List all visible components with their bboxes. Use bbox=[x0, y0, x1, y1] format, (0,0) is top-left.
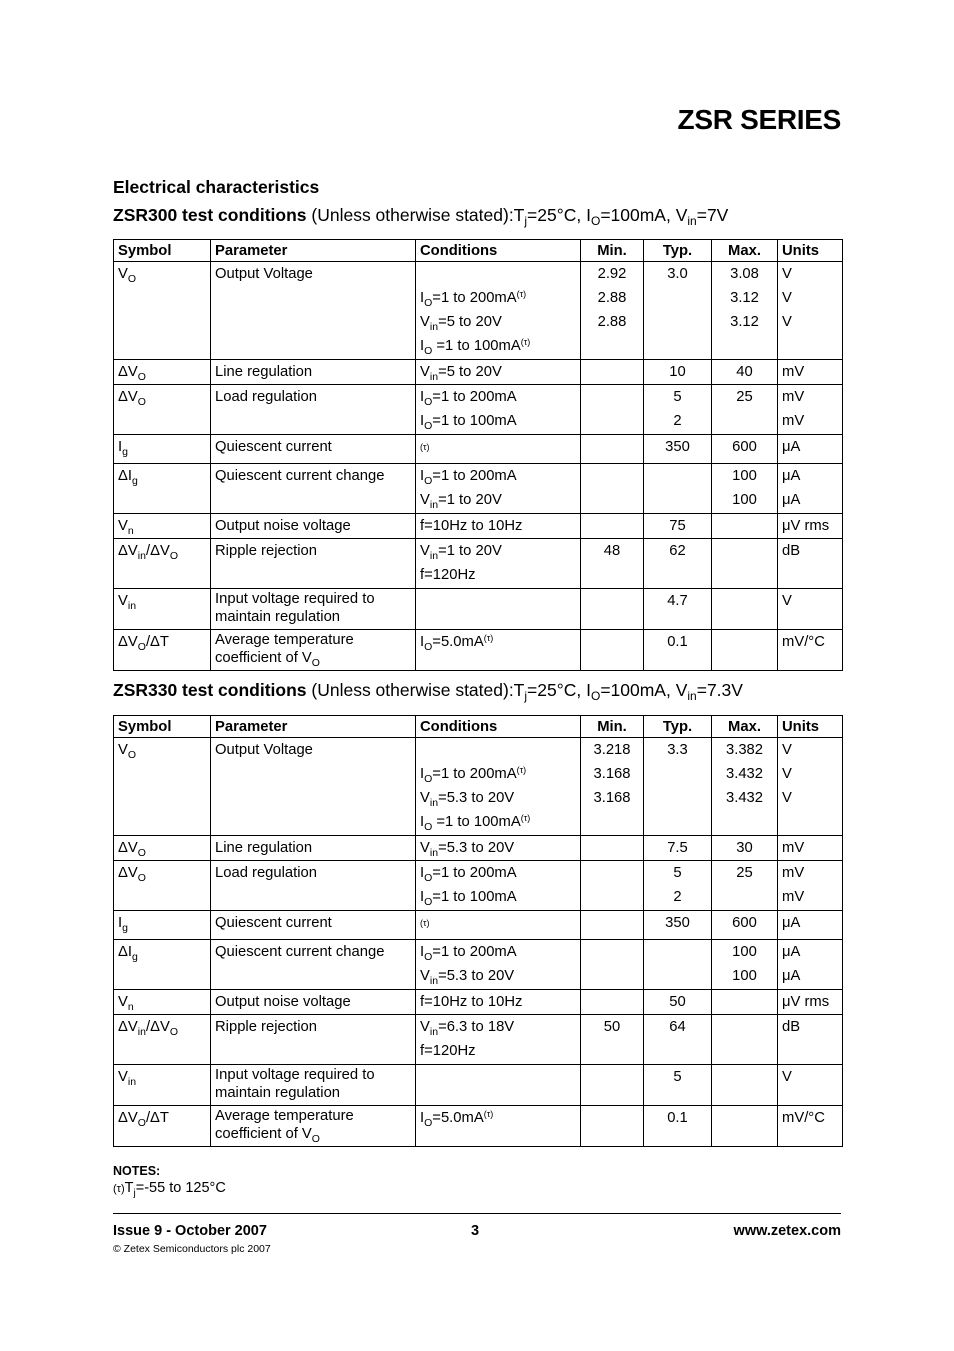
cell-parameter: Average temperature coefficient of $V_O$ bbox=[211, 1106, 416, 1147]
cell-symbol: $\Delta V_{in}/\Delta V_O$ bbox=[114, 539, 211, 589]
cond-sub: j bbox=[524, 689, 528, 703]
zsr330-spec-table bbox=[113, 715, 843, 1147]
notes-text bbox=[113, 1180, 226, 1199]
cell-conditions: $V_{in}=1$ to 20V f=120Hz bbox=[416, 539, 581, 589]
cell-symbol: $V_{in}$ bbox=[114, 1065, 211, 1106]
cell-units: V bbox=[778, 1065, 843, 1106]
zsr330-conditions-heading bbox=[113, 680, 743, 701]
cell-units: mV mV bbox=[778, 385, 843, 435]
cell-max bbox=[712, 990, 778, 1015]
cond-sub: j bbox=[524, 214, 528, 228]
tau-mark: (τ) bbox=[113, 1183, 125, 1195]
cell-symbol: $\Delta I_g$ bbox=[114, 464, 211, 514]
cond-sub: in bbox=[687, 689, 697, 703]
cond-text: =7V bbox=[696, 205, 729, 225]
cell-max: 30 bbox=[712, 836, 778, 861]
cell-max: 25 bbox=[712, 385, 778, 435]
cell-typ: 350 bbox=[644, 435, 712, 464]
table-row bbox=[114, 1015, 843, 1065]
cell-units: mV bbox=[778, 836, 843, 861]
footer-website-link[interactable]: www.zetex.com bbox=[733, 1223, 841, 1239]
cell-typ: 0.1 bbox=[644, 1106, 712, 1147]
footer-issue: Issue 9 - October 2007 bbox=[113, 1223, 267, 1239]
table-header-row bbox=[114, 240, 843, 262]
table-row bbox=[114, 738, 843, 836]
cell-max: 25 bbox=[712, 861, 778, 911]
cell-symbol: $\Delta V_O$ bbox=[114, 385, 211, 435]
cell-typ bbox=[644, 464, 712, 514]
cell-max: 600 bbox=[712, 435, 778, 464]
cell-max: 3.08 3.12 3.12 bbox=[712, 262, 778, 360]
notes-sub: j bbox=[133, 1188, 136, 1199]
section-heading: Electrical characteristics bbox=[113, 177, 320, 197]
cell-max: 40 bbox=[712, 360, 778, 385]
table-row bbox=[114, 435, 843, 464]
cell-max bbox=[712, 589, 778, 630]
header-max: Max. bbox=[712, 240, 778, 262]
table-row bbox=[114, 385, 843, 435]
cell-min bbox=[581, 861, 644, 911]
header-max: Max. bbox=[712, 716, 778, 738]
table-header-row bbox=[114, 716, 843, 738]
cell-conditions: $I_O=1$ to 200mA $I_O=1$ to 100mA bbox=[416, 385, 581, 435]
cell-conditions: f=10Hz to 10Hz bbox=[416, 514, 581, 539]
cell-conditions: $V_{in}=5$ to 20V bbox=[416, 360, 581, 385]
cell-conditions: (τ) bbox=[416, 435, 581, 464]
cell-conditions: $I_O=1$ to 200mA $V_{in}=1$ to 20V bbox=[416, 464, 581, 514]
cell-conditions: $I_O=1$ to 200mA $I_O=1$ to 100mA bbox=[416, 861, 581, 911]
cell-typ: 3.3 bbox=[644, 738, 712, 836]
cell-max bbox=[712, 514, 778, 539]
header-min: Min. bbox=[581, 240, 644, 262]
cell-symbol: $\Delta I_g$ bbox=[114, 940, 211, 990]
cell-parameter: Output noise voltage bbox=[211, 990, 416, 1015]
cell-typ: 50 bbox=[644, 990, 712, 1015]
cell-symbol: $\Delta V_{in}/\Delta V_O$ bbox=[114, 1015, 211, 1065]
cell-typ: 10 bbox=[644, 360, 712, 385]
cell-max bbox=[712, 1106, 778, 1147]
cond-text: =25°C, I bbox=[527, 205, 591, 225]
notes-range: =-55 to 125°C bbox=[135, 1180, 226, 1196]
cell-typ: 3.0 bbox=[644, 262, 712, 360]
cell-min: 48 bbox=[581, 539, 644, 589]
cell-conditions: $I_O=5.0mA^{(\tau)}$ bbox=[416, 630, 581, 671]
cond-text: (Unless otherwise stated):T bbox=[306, 680, 525, 700]
table-row bbox=[114, 464, 843, 514]
cell-parameter: Input voltage required to maintain regulation bbox=[211, 1065, 416, 1106]
notes-title: NOTES: bbox=[113, 1164, 161, 1178]
cell-min bbox=[581, 911, 644, 940]
cell-max: 100 100 bbox=[712, 940, 778, 990]
cell-units: mV/°C bbox=[778, 630, 843, 671]
cell-min bbox=[581, 1065, 644, 1106]
header-parameter: Parameter bbox=[211, 716, 416, 738]
header-typ: Typ. bbox=[644, 240, 712, 262]
cell-max bbox=[712, 539, 778, 589]
cell-symbol: $V_n$ bbox=[114, 514, 211, 539]
table-row bbox=[114, 589, 843, 630]
cell-max: 100 100 bbox=[712, 464, 778, 514]
cell-typ: 0.1 bbox=[644, 630, 712, 671]
cell-symbol: $\Delta V_O$ bbox=[114, 861, 211, 911]
cell-conditions: (τ) bbox=[416, 911, 581, 940]
cell-symbol: $\Delta V_O/\Delta T$ bbox=[114, 630, 211, 671]
zsr300-heading-bold: ZSR300 test conditions bbox=[113, 205, 307, 225]
cell-conditions: $I_O=1$ to $200mA^{(\tau)}$ $V_{in}=5.3$ to 20V $I_O =1$ to $100mA^{(\tau)}$ bbox=[416, 738, 581, 836]
cell-min bbox=[581, 514, 644, 539]
table-row bbox=[114, 990, 843, 1015]
cell-parameter: Output Voltage bbox=[211, 738, 416, 836]
cell-typ: 5 bbox=[644, 1065, 712, 1106]
cell-symbol: $I_g$ bbox=[114, 911, 211, 940]
cell-max bbox=[712, 630, 778, 671]
cell-units: μA μA bbox=[778, 940, 843, 990]
cond-text: =100mA, V bbox=[600, 205, 688, 225]
cell-symbol: $V_{in}$ bbox=[114, 589, 211, 630]
cell-symbol: $I_g$ bbox=[114, 435, 211, 464]
cell-units: V V V bbox=[778, 262, 843, 360]
cell-parameter: Ripple rejection bbox=[211, 539, 416, 589]
cond-sub: in bbox=[687, 214, 697, 228]
cell-symbol: $V_O$ bbox=[114, 738, 211, 836]
cell-parameter: Input voltage required to maintain regulation bbox=[211, 589, 416, 630]
table-row bbox=[114, 514, 843, 539]
cell-min bbox=[581, 385, 644, 435]
cell-parameter: Line regulation bbox=[211, 836, 416, 861]
zsr300-spec-table bbox=[113, 239, 843, 671]
zsr330-heading-bold: ZSR330 test conditions bbox=[113, 680, 307, 700]
cell-conditions: $I_O=1$ to 200mA $V_{in}=5.3$ to 20V bbox=[416, 940, 581, 990]
cell-typ: 5 2 bbox=[644, 385, 712, 435]
table-row bbox=[114, 836, 843, 861]
cond-text: =25°C, I bbox=[527, 680, 591, 700]
header-units: Units bbox=[778, 240, 843, 262]
table-row bbox=[114, 911, 843, 940]
cell-typ: 7.5 bbox=[644, 836, 712, 861]
cell-max bbox=[712, 1065, 778, 1106]
cell-conditions: $I_O=5.0mA^{(\tau)}$ bbox=[416, 1106, 581, 1147]
header-units: Units bbox=[778, 716, 843, 738]
cell-parameter: Load regulation bbox=[211, 385, 416, 435]
cell-min bbox=[581, 360, 644, 385]
cell-units: μV rms bbox=[778, 514, 843, 539]
cell-min bbox=[581, 464, 644, 514]
table-row bbox=[114, 630, 843, 671]
cell-parameter: Quiescent current bbox=[211, 911, 416, 940]
cell-min bbox=[581, 435, 644, 464]
table-row bbox=[114, 1106, 843, 1147]
header-min: Min. bbox=[581, 716, 644, 738]
header-typ: Typ. bbox=[644, 716, 712, 738]
cell-min: 2.92 2.88 2.88 bbox=[581, 262, 644, 360]
header-symbol: Symbol bbox=[114, 716, 211, 738]
cell-max: 600 bbox=[712, 911, 778, 940]
cond-sub: O bbox=[590, 689, 601, 703]
cell-typ: 5 2 bbox=[644, 861, 712, 911]
cell-conditions: $V_{in}=5.3$ to 20V bbox=[416, 836, 581, 861]
cell-typ: 62 bbox=[644, 539, 712, 589]
cell-units: dB bbox=[778, 539, 843, 589]
cond-text: =100mA, V bbox=[600, 680, 688, 700]
table-row bbox=[114, 940, 843, 990]
cell-parameter: Output Voltage bbox=[211, 262, 416, 360]
cell-min bbox=[581, 589, 644, 630]
header-conditions: Conditions bbox=[416, 716, 581, 738]
cell-parameter: Average temperature coefficient of $V_O$ bbox=[211, 630, 416, 671]
table-row bbox=[114, 262, 843, 360]
table-row bbox=[114, 539, 843, 589]
cell-parameter: Ripple rejection bbox=[211, 1015, 416, 1065]
cell-units: μA bbox=[778, 435, 843, 464]
cell-conditions bbox=[416, 589, 581, 630]
header-conditions: Conditions bbox=[416, 240, 581, 262]
cell-units: V V V bbox=[778, 738, 843, 836]
cond-text: =7.3V bbox=[696, 680, 743, 700]
header-symbol: Symbol bbox=[114, 240, 211, 262]
cell-typ: 75 bbox=[644, 514, 712, 539]
cell-parameter: Quiescent current change bbox=[211, 940, 416, 990]
header-parameter: Parameter bbox=[211, 240, 416, 262]
cell-parameter: Load regulation bbox=[211, 861, 416, 911]
cell-parameter: Quiescent current bbox=[211, 435, 416, 464]
cell-conditions bbox=[416, 1065, 581, 1106]
cell-parameter: Quiescent current change bbox=[211, 464, 416, 514]
cell-min bbox=[581, 630, 644, 671]
cell-units: dB bbox=[778, 1015, 843, 1065]
zsr300-conditions-heading bbox=[113, 205, 728, 226]
cell-max bbox=[712, 1015, 778, 1065]
page-title: ZSR SERIES bbox=[677, 104, 841, 135]
cell-conditions: $I_O=1$ to $200mA^{(\tau)}$ $V_{in}=5$ to 20V $I_O =1$ to $100mA^{(\tau)}$ bbox=[416, 262, 581, 360]
table-row bbox=[114, 1065, 843, 1106]
footer-divider bbox=[113, 1213, 841, 1214]
cell-typ: 64 bbox=[644, 1015, 712, 1065]
cell-min bbox=[581, 990, 644, 1015]
cell-min bbox=[581, 836, 644, 861]
footer-copyright: © Zetex Semiconductors plc 2007 bbox=[113, 1243, 271, 1255]
cell-parameter: Output noise voltage bbox=[211, 514, 416, 539]
cell-units: μA μA bbox=[778, 464, 843, 514]
cell-max: 3.382 3.432 3.432 bbox=[712, 738, 778, 836]
cell-min bbox=[581, 1106, 644, 1147]
cell-units: mV mV bbox=[778, 861, 843, 911]
cell-units: V bbox=[778, 589, 843, 630]
notes-t: T bbox=[124, 1180, 134, 1196]
cell-parameter: Line regulation bbox=[211, 360, 416, 385]
table-row bbox=[114, 861, 843, 911]
cell-typ bbox=[644, 940, 712, 990]
cell-typ: 4.7 bbox=[644, 589, 712, 630]
cell-min: 50 bbox=[581, 1015, 644, 1065]
cell-units: mV/°C bbox=[778, 1106, 843, 1147]
cond-sub: O bbox=[590, 214, 601, 228]
cell-min bbox=[581, 940, 644, 990]
cell-units: μA bbox=[778, 911, 843, 940]
cell-symbol: $\Delta V_O/\Delta T$ bbox=[114, 1106, 211, 1147]
cell-units: μV rms bbox=[778, 990, 843, 1015]
cell-symbol: $\Delta V_O$ bbox=[114, 836, 211, 861]
cell-typ: 350 bbox=[644, 911, 712, 940]
cell-conditions: $V_{in}=6.3$ to 18V f=120Hz bbox=[416, 1015, 581, 1065]
cell-units: mV bbox=[778, 360, 843, 385]
cell-conditions: f=10Hz to 10Hz bbox=[416, 990, 581, 1015]
cell-symbol: $\Delta V_O$ bbox=[114, 360, 211, 385]
cell-symbol: $V_O$ bbox=[114, 262, 211, 360]
table-row bbox=[114, 360, 843, 385]
cell-symbol: $V_n$ bbox=[114, 990, 211, 1015]
cell-min: 3.218 3.168 3.168 bbox=[581, 738, 644, 836]
page-number: 3 bbox=[471, 1223, 480, 1239]
cond-text: (Unless otherwise stated):T bbox=[306, 205, 525, 225]
